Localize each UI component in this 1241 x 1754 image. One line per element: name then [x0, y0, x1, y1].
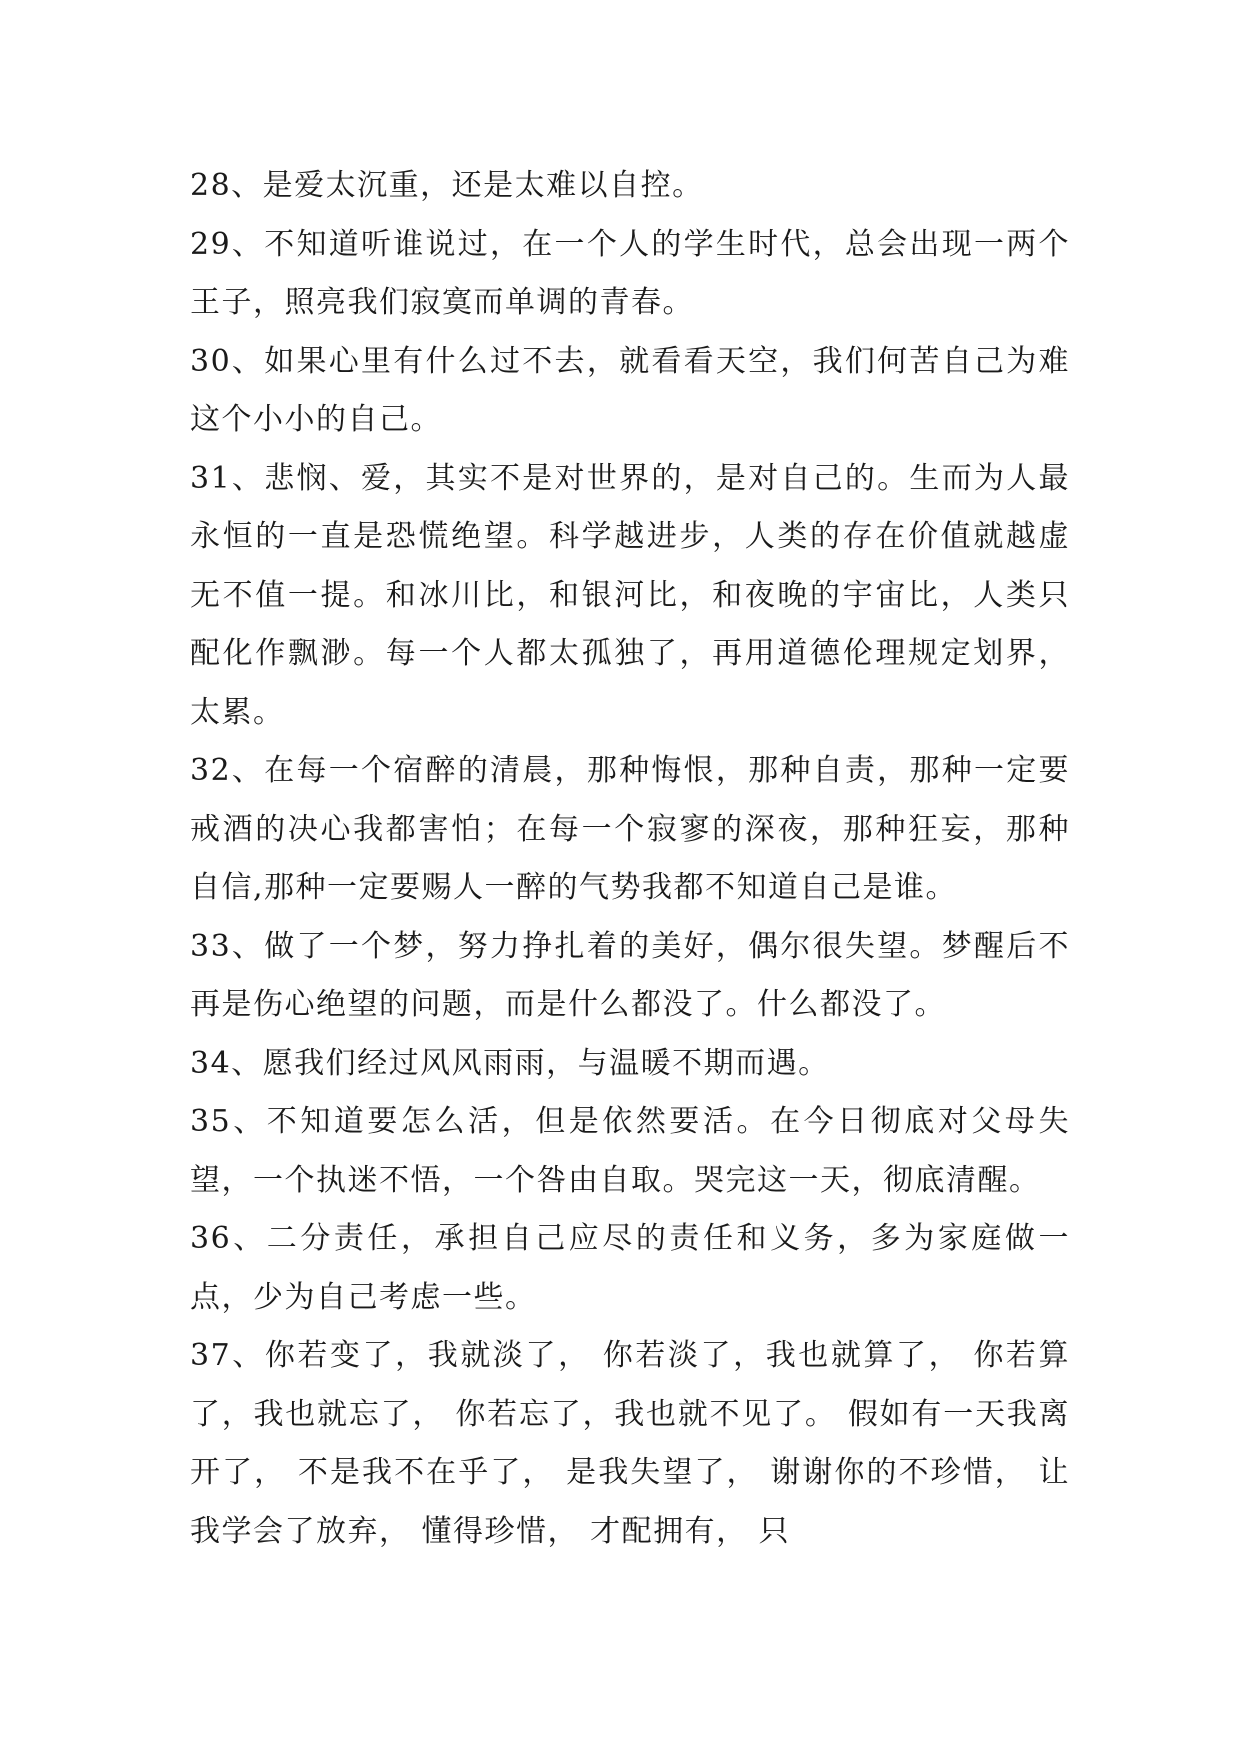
- quote-entry-28: 28、是爱太沉重，还是太难以自控。: [190, 168, 704, 203]
- quote-entry-30: 30、如果心里有什么过不去，就看看天空，我们何苦自己为难这个小小的自己。: [190, 343, 1070, 437]
- document-body: [190, 157, 1070, 1561]
- quote-entry-35: 35、不知道要怎么活，但是依然要活。在今日彻底对父母失望，一个执迷不悟，一个咎由自取。哭完这一天，彻底清醒。: [190, 1104, 1070, 1198]
- quote-entry-29: 29、不知道听谁说过，在一个人的学生时代，总会出现一两个王子，照亮我们寂寞而单调的青春。: [190, 226, 1070, 320]
- quote-entry-33: 33、做了一个梦，努力挣扎着的美好，偶尔很失望。梦醒后不再是伤心绝望的问题，而是什么都没了。什么都没了。: [190, 928, 1070, 1022]
- quote-entry-31: 31、悲悯、爱，其实不是对世界的，是对自己的。生而为人最永恒的一直是恐慌绝望。科学越进步，人类的存在价值就越虚无不值一提。和冰川比，和银河比，和夜晚的宇宙比，人类只配化作飘渺。每一个人都太孤独了，再用道德伦理规定划界，太累。: [190, 460, 1070, 730]
- quote-entry-36: 36、二分责任，承担自己应尽的责任和义务，多为家庭做一点，少为自己考虑一些。: [190, 1221, 1070, 1315]
- quote-entry-37: 37、你若变了，我就淡了， 你若淡了，我也就算了， 你若算了，我也就忘了， 你若忘了，我也就不见了。 假如有一天我离开了， 不是我不在乎了， 是我失望了， 谢谢你的不珍惜， 让我学会了放弃， 懂得珍惜， 才配拥有， 只: [190, 1338, 1070, 1549]
- quote-entry-34: 34、愿我们经过风风雨雨，与温暖不期而遇。: [190, 1045, 830, 1081]
- quote-entry-32: 32、在每一个宿醉的清晨，那种悔恨，那种自责，那种一定要戒酒的决心我都害怕；在每一个寂寥的深夜，那种狂妄，那种自信,那种一定要赐人一醉的气势我都不知道自己是谁。: [190, 753, 1070, 905]
